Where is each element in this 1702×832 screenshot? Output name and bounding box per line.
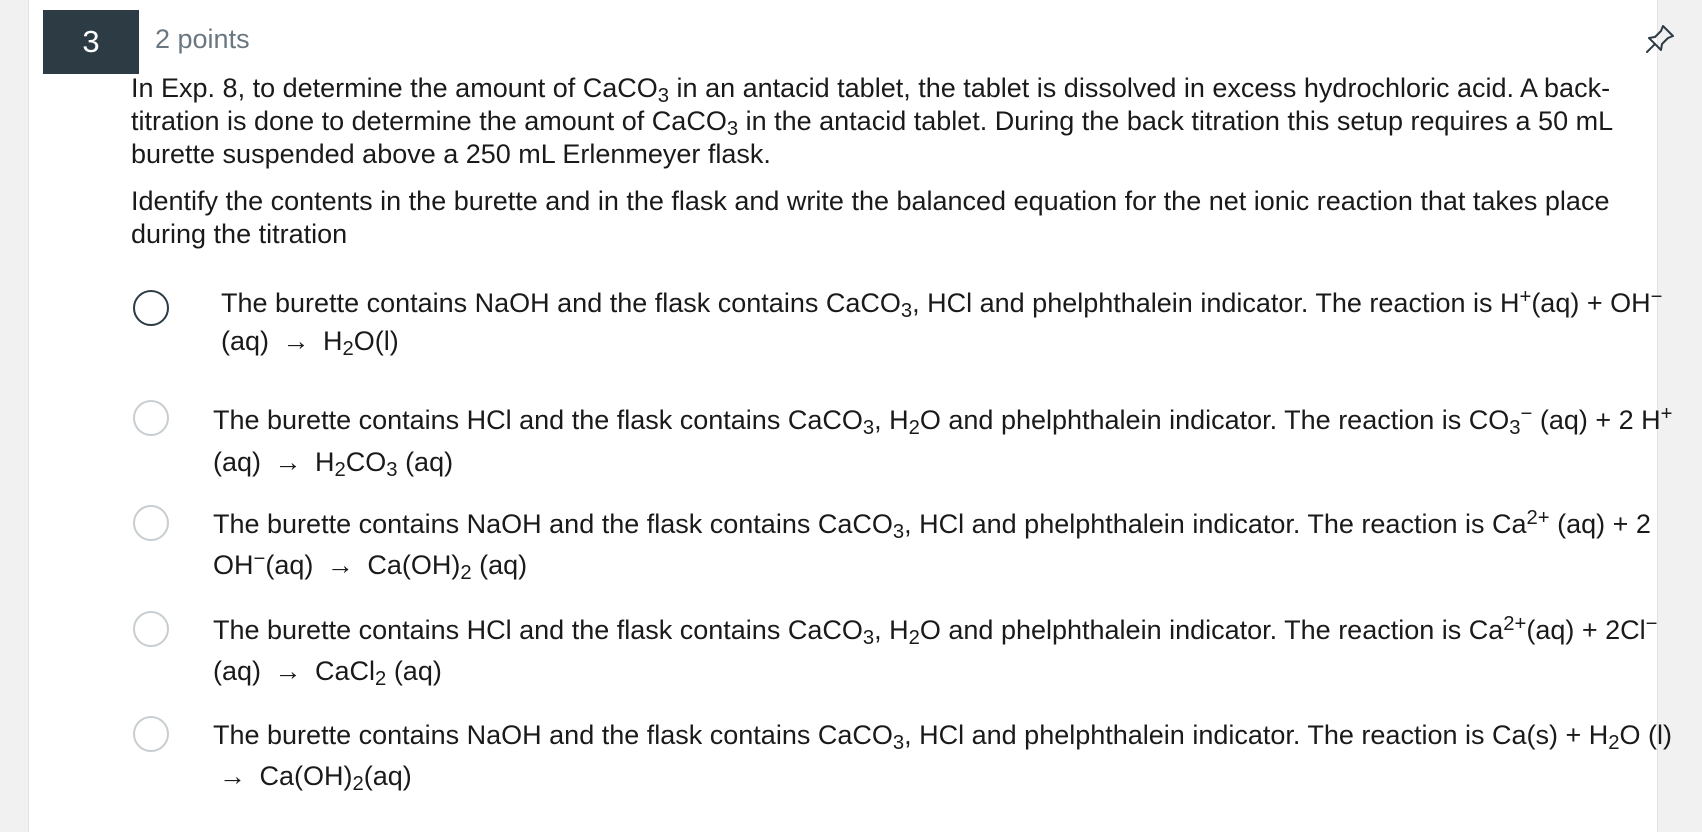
answer-radio-2[interactable] <box>133 400 169 436</box>
question-points: 2 points <box>155 24 250 54</box>
question-paragraph-1: In Exp. 8, to determine the amount of CaCO$_3$ in an antacid tablet, the tablet is dissolved in excess hydrochloric acid. A back-titration is done to determine the amount of CaCO$_3$ in the antacid tablet. During the back titration this setup requires a 50 mL burette suspended above a 250 mL Erlenmeyer flask. <box>131 73 1613 169</box>
answer-radio-3[interactable] <box>133 505 169 541</box>
answer-radio-5[interactable] <box>133 716 169 752</box>
answer-label-3[interactable]: The burette contains NaOH and the flask contains CaCO$_3$, HCl and phelphthalein indicator. The reaction is $Ca^{2+}$ (aq) + 2 $OH^-(aq) \to Ca(OH)_2$ (aq) <box>213 506 1651 585</box>
answer-radio-4[interactable] <box>133 611 169 647</box>
answer-label-2[interactable]: The burette contains HCl and the flask contains CaCO$_3$, $H_2O$ and phelphthalein indicator. The reaction is $CO_3^-$ (aq) + 2 $H^+(aq) \to H_2CO_3$ (aq) <box>213 402 1673 482</box>
pin-icon[interactable] <box>1641 20 1679 58</box>
answer-label-4[interactable]: The burette contains HCl and the flask contains CaCO$_3$, $H_2O$ and phelphthalein indicator. The reaction is $Ca^{2+}(aq) + 2Cl^-(aq)$ → CaCl$_2$ (aq) <box>213 612 1658 691</box>
answer-label-5[interactable]: The burette contains NaOH and the flask contains CaCO$_3$, HCl and phelphthalein indicator. The reaction is $Ca(s) + H_2O$ $(l) \to Ca(OH)_2(aq)$ <box>213 720 1672 796</box>
question-paragraph-2: Identify the contents in the burette and in the flask and write the balanced equation for the net ionic reaction that takes place during the titration <box>131 186 1610 249</box>
quiz-question-card <box>28 0 1673 832</box>
question-number-badge: 3 <box>43 10 139 74</box>
question-text <box>131 72 1691 265</box>
answer-radio-1[interactable] <box>133 290 169 326</box>
answer-label-1[interactable]: The burette contains NaOH and the flask contains CaCO$_3$, HCl and phelphthalein indicator. The reaction is $H^+(aq) + OH^-(aq) \to H_2O(l)$ <box>221 285 1663 361</box>
